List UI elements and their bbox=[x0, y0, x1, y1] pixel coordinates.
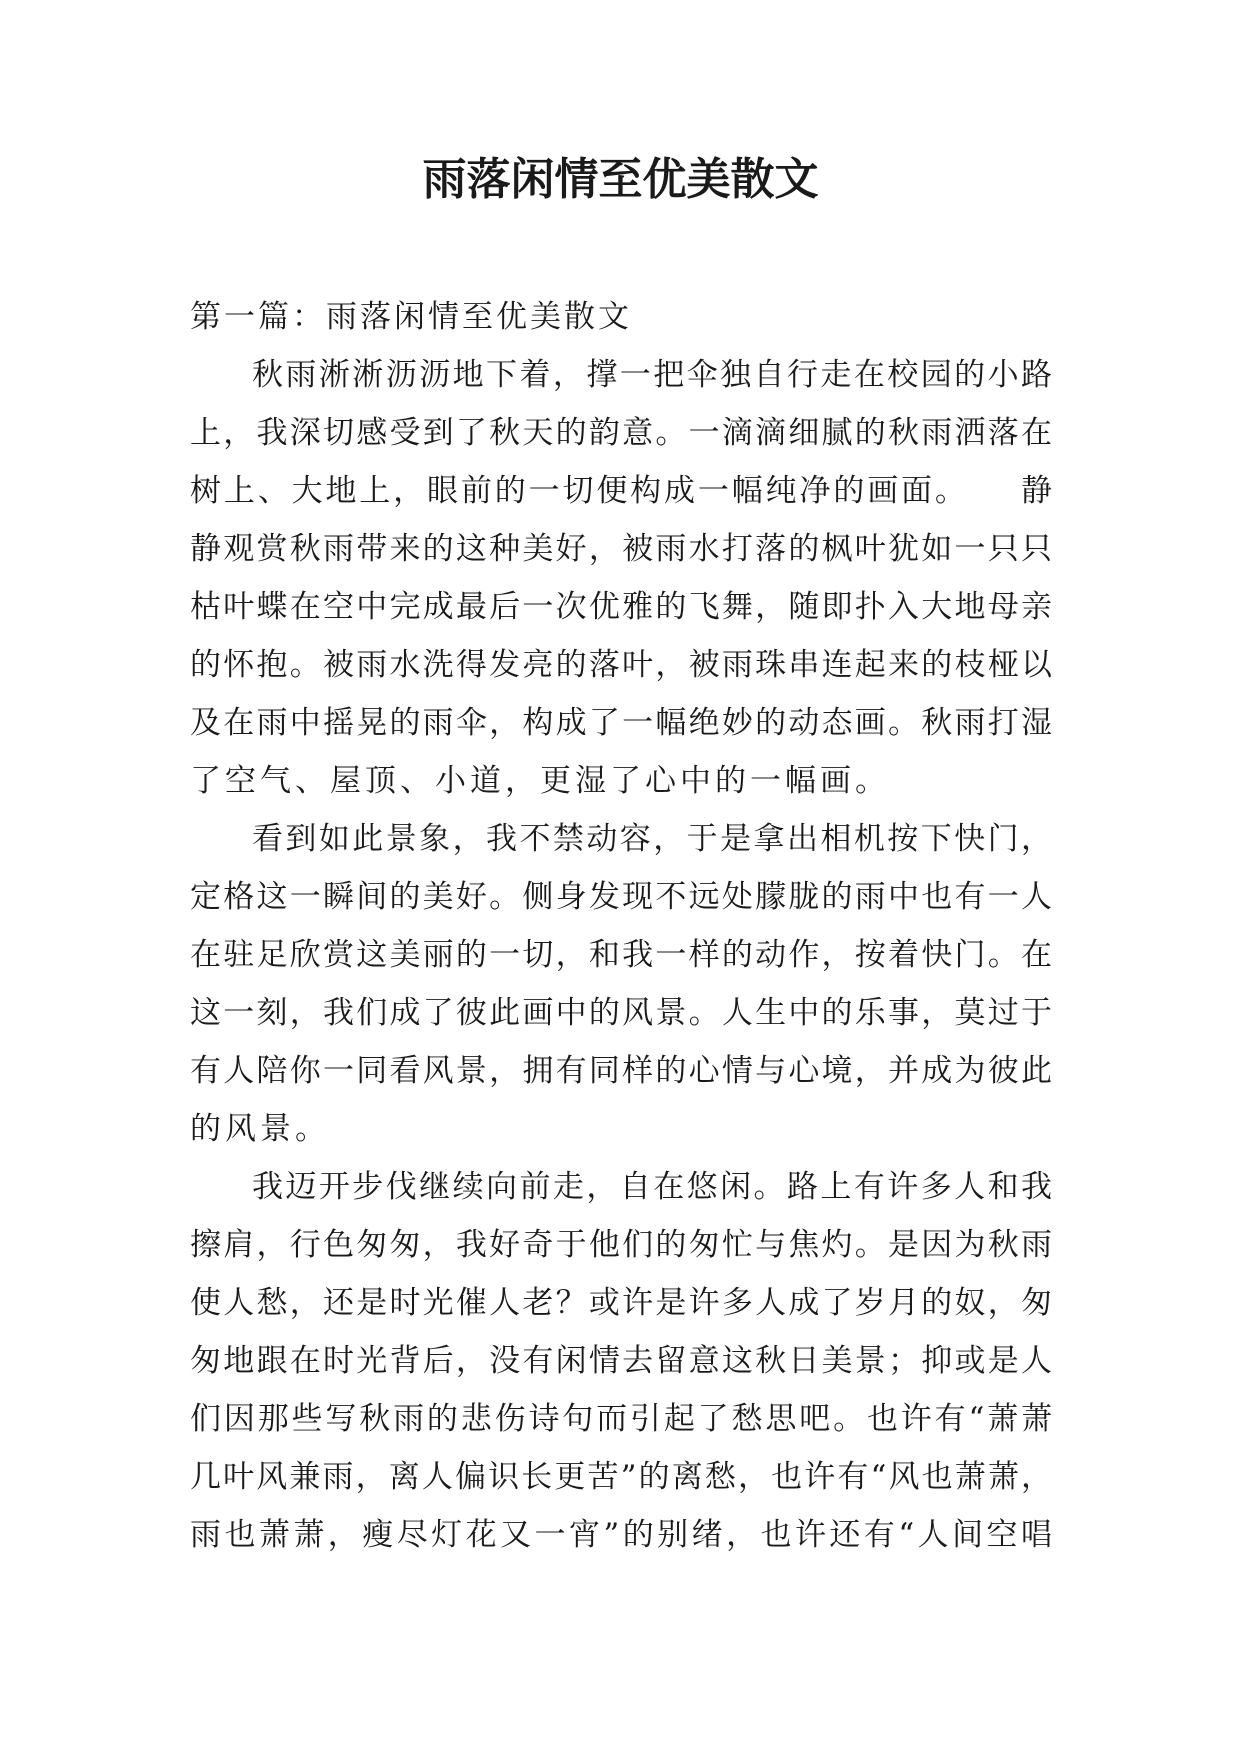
body-line: 的怀抱。被雨水洗得发亮的落叶，被雨珠串连起来的枝桠以 bbox=[190, 647, 1052, 683]
body-line: 匆地跟在时光背后，没有闲情去留意这秋日美景；抑或是人 bbox=[190, 1343, 1052, 1379]
body-line: 上，我深切感受到了秋天的韵意。一滴滴细腻的秋雨洒落在 bbox=[190, 415, 1052, 451]
body-line: 枯叶蝶在空中完成最后一次优雅的飞舞，随即扑入大地母亲 bbox=[190, 589, 1052, 625]
body-line: 了空气、屋顶、小道，更湿了心中的一幅画。 bbox=[190, 763, 890, 799]
body-line: 有人陪你一同看风景，拥有同样的心情与心境，并成为彼此 bbox=[190, 1053, 1052, 1089]
body-line: 几叶风兼雨，离人偏识长更苦”的离愁，也许有“风也萧萧， bbox=[190, 1459, 1052, 1495]
body-line: 使人愁，还是时光催人老？或许是许多人成了岁月的奴，匆 bbox=[190, 1285, 1052, 1321]
body-line: 擦肩，行色匆匆，我好奇于他们的匆忙与焦灼。是因为秋雨 bbox=[190, 1227, 1052, 1263]
body-line: 定格这一瞬间的美好。侧身发现不远处朦胧的雨中也有一人 bbox=[190, 879, 1052, 915]
body-line: 静观赏秋雨带来的这种美好，被雨水打落的枫叶犹如一只只 bbox=[190, 531, 1052, 567]
body-line: 这一刻，我们成了彼此画中的风景。人生中的乐事，莫过于 bbox=[190, 995, 1052, 1031]
body-line: 的风景。 bbox=[190, 1111, 330, 1147]
body-line: 在驻足欣赏这美丽的一切，和我一样的动作，按着快门。在 bbox=[190, 937, 1052, 973]
body-line: 我迈开步伐继续向前走，自在悠闲。路上有许多人和我 bbox=[252, 1169, 1052, 1205]
body-line: 雨也萧萧，瘦尽灯花又一宵”的别绪，也许还有“人间空唱 bbox=[190, 1517, 1052, 1553]
body-line: 树上、大地上，眼前的一切便构成一幅纯净的画面。 静 bbox=[190, 473, 1052, 509]
body-line: 们因那些写秋雨的悲伤诗句而引起了愁思吧。也许有“萧萧 bbox=[190, 1401, 1052, 1437]
body-line: 秋雨淅淅沥沥地下着，撑一把伞独自行走在校园的小路 bbox=[252, 357, 1052, 393]
section-heading: 第一篇：雨落闲情至优美散文 bbox=[190, 299, 632, 335]
document-title: 雨落闲情至优美散文 bbox=[422, 154, 819, 205]
body-line: 及在雨中摇晃的雨伞，构成了一幅绝妙的动态画。秋雨打湿 bbox=[190, 705, 1052, 741]
body-line: 看到如此景象，我不禁动容，于是拿出相机按下快门， bbox=[252, 821, 1052, 857]
